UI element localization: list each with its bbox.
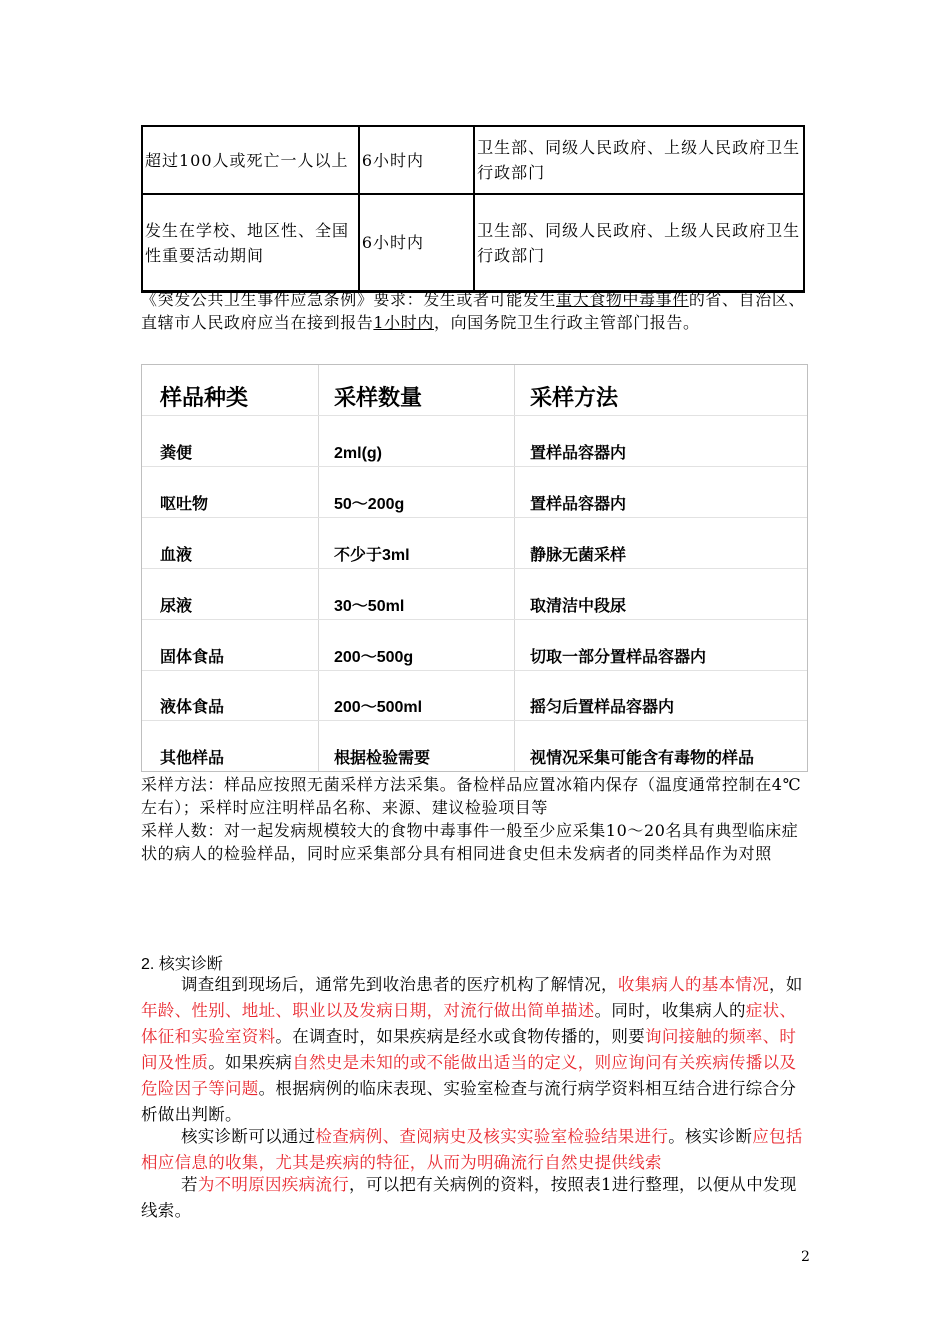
sample-method-cell: 摇匀后置样品容器内 — [530, 699, 675, 716]
report-table — [141, 125, 805, 293]
regulation-text: 的省、自治区、直辖市人民政府应当在接到报告 — [141, 290, 806, 332]
sample-amount-cell: 200～500g — [334, 649, 414, 666]
time-cell: 6小时内 — [359, 194, 474, 292]
sampling-notes — [141, 773, 811, 865]
report-to-cell: 卫生部、同级人民政府、上级人民政府卫生行政部门 — [474, 126, 804, 194]
sample-type-cell: 呕吐物 — [160, 496, 209, 513]
highlighted-text: 应包括相应信息的收集，尤其是疾病的特征，从而为明确流行自然史提供线索 — [141, 1127, 803, 1172]
sampling-count-note: 采样人数：对一起发病规模较大的食物中毒事件一般至少应采集10～20名具有典型临床症状的病人的检验样品，同时应采集部分具有相同进食史但未发病者的同类样品作为对照 — [141, 821, 799, 863]
highlighted-text: 自然史是未知的或不能做出适当的定义，则应询问有关疾病传播以及危险因子等问题 — [141, 1053, 797, 1098]
highlighted-text: 症状、体征和实验室资料 — [141, 1001, 797, 1046]
sampling-method-note: 采样方法：样品应按照无菌采样方法采集。备检样品应置冰箱内保存（温度通常控制在4℃左右）；采样时应注明样品名称、来源、建议检验项目等 — [141, 775, 802, 817]
condition-cell: 超过100人或死亡一人以上 — [142, 126, 359, 194]
body-paragraph — [141, 1172, 811, 1224]
header-sample-amount: 采样数量 — [334, 385, 423, 410]
table-row — [142, 620, 807, 671]
section-title: 2. 核实诊断 — [141, 956, 223, 973]
table-row — [142, 194, 804, 292]
sample-method-cell: 静脉无菌采样 — [530, 547, 627, 564]
highlighted-text: 年龄、性别、地址、职业以及发病日期，对流行做出简单描述 — [141, 1001, 595, 1020]
table-header-row — [142, 365, 807, 416]
sample-type-cell: 尿液 — [160, 598, 193, 615]
sample-amount-cell: 根据检验需要 — [334, 750, 431, 767]
regulation-underlined-text: 1小时内 — [373, 313, 434, 332]
report-to-cell: 卫生部、同级人民政府、上级人民政府卫生行政部门 — [474, 194, 804, 292]
regulation-paragraph — [141, 288, 811, 334]
text-run: 若 — [181, 1175, 198, 1194]
header-sample-method: 采样方法 — [530, 385, 619, 410]
text-run: 核实诊断可以通过 — [181, 1127, 316, 1146]
text-run: ，可以把有关病例的资料，按照表1进行整理，以便从中发现线索。 — [141, 1175, 797, 1220]
sample-amount-cell: 不少于3ml — [334, 547, 410, 564]
table-row — [142, 671, 807, 721]
paragraph-text — [141, 1127, 803, 1172]
highlighted-text: 收集病人的基本情况 — [617, 975, 770, 994]
sample-amount-cell: 50～200g — [334, 496, 405, 513]
body-paragraph — [141, 1124, 811, 1176]
page-number: 2 — [801, 1249, 810, 1265]
text-run: ，如 — [769, 975, 803, 994]
paragraph-text — [141, 1175, 797, 1220]
sample-amount-cell: 2ml(g) — [334, 445, 382, 462]
sample-method-cell: 取清洁中段尿 — [530, 598, 627, 615]
time-cell: 6小时内 — [359, 126, 474, 194]
highlighted-text: 检查病例、查阅病史及核实实验室检验结果进行 — [315, 1127, 669, 1146]
text-run: 调查组到现场后，通常先到收治患者的医疗机构了解情况， — [181, 975, 618, 994]
sample-method-cell: 视情况采集可能含有毒物的样品 — [530, 750, 755, 767]
highlighted-text: 为不明原因疾病流行 — [197, 1175, 350, 1194]
table-row — [142, 721, 807, 771]
table-row — [142, 416, 807, 467]
sample-method-cell: 置样品容器内 — [530, 445, 627, 462]
sample-method-cell: 切取一部分置样品容器内 — [530, 649, 707, 666]
highlighted-text: 询问接触的频率、时间及性质 — [141, 1027, 797, 1072]
regulation-text: 《突发公共卫生事件应急条例》要求：发生或者可能发生 — [141, 290, 557, 309]
sample-type-cell: 其他样品 — [160, 750, 225, 767]
sample-amount-cell: 30～50ml — [334, 598, 405, 615]
sample-type-cell: 粪便 — [160, 445, 193, 462]
sample-type-cell: 固体食品 — [160, 649, 225, 666]
text-run: 。在调查时，如果疾病是经水或食物传播的，则要 — [275, 1027, 646, 1046]
table-row — [142, 467, 807, 518]
sample-amount-cell: 200～500ml — [334, 699, 423, 716]
sample-method-cell: 置样品容器内 — [530, 496, 627, 513]
header-sample-type: 样品种类 — [160, 385, 249, 410]
text-run: 。核实诊断 — [668, 1127, 753, 1146]
regulation-underlined-text: 重大食物中毒事件 — [556, 290, 689, 309]
body-paragraph — [141, 972, 811, 1128]
paragraph-text — [141, 975, 803, 1124]
table-row — [142, 569, 807, 620]
table-row — [142, 518, 807, 569]
sample-type-cell: 液体食品 — [160, 699, 225, 716]
condition-cell: 发生在学校、地区性、全国性重要活动期间 — [142, 194, 359, 292]
table-row — [142, 126, 804, 194]
regulation-text: ，向国务院卫生行政主管部门报告。 — [434, 313, 700, 332]
text-run: 。如果疾病 — [208, 1053, 293, 1072]
sample-table — [141, 364, 808, 772]
sample-type-cell: 血液 — [160, 547, 193, 564]
text-run: 。根据病例的临床表现、实验室检查与流行病学资料相互结合进行综合分析做出判断。 — [141, 1079, 797, 1124]
text-run: 。同时，收集病人的 — [594, 1001, 746, 1020]
